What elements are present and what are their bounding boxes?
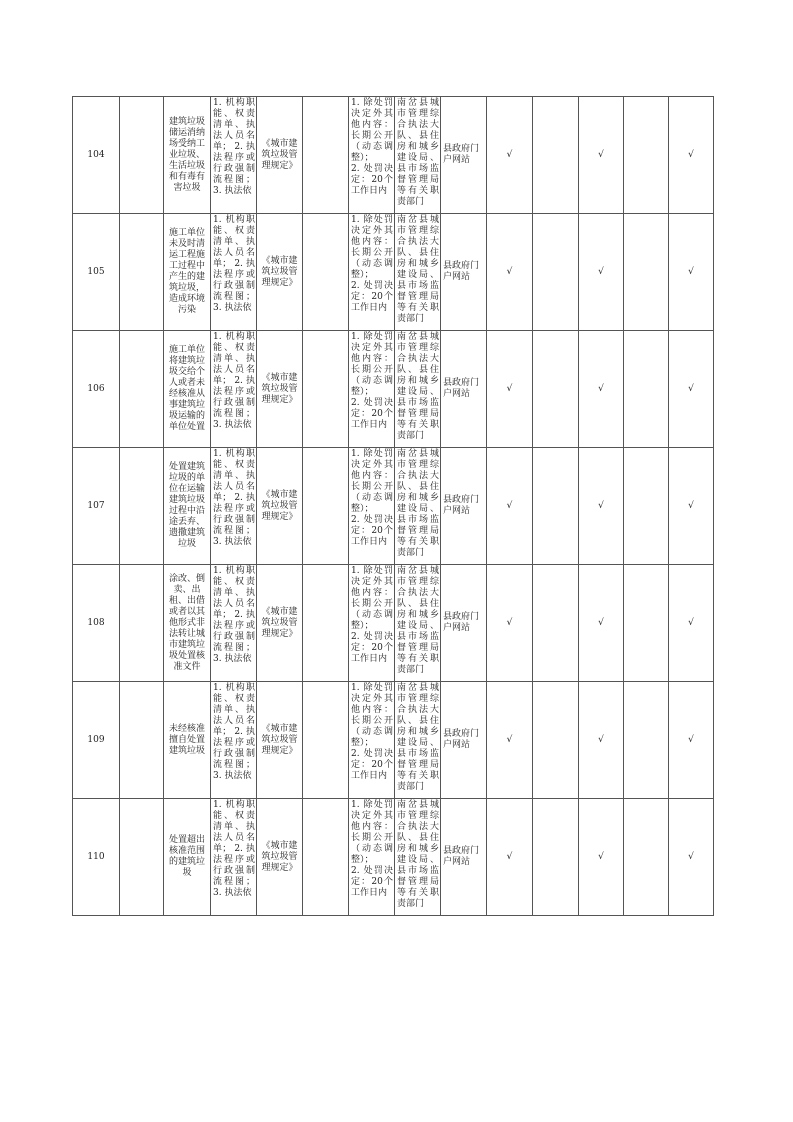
- check-cell: √: [579, 214, 624, 331]
- check-cell: √: [669, 214, 714, 331]
- disclosure-subject-cell: [395, 331, 441, 448]
- disclosure-subject-text: 南岔县城市管理综合执法大队、县住房和城乡建设局、县市场监督管理局等有关职责部门: [397, 215, 439, 324]
- check-cell: √: [487, 565, 533, 682]
- check-cell: √: [669, 565, 714, 682]
- check-cell: √: [487, 448, 533, 565]
- empty-cell: [120, 448, 164, 565]
- disclosure-table: [72, 96, 714, 916]
- empty-cell: [303, 682, 349, 799]
- disclosure-subject-text: 南岔县城市管理综合执法大队、县住房和城乡建设局、县市场监督管理局等有关职责部门: [397, 566, 439, 675]
- disclosure-timeline-cell: [349, 682, 395, 799]
- disclosure-content-cell: [211, 799, 257, 916]
- empty-cell: [120, 331, 164, 448]
- legal-basis-cell: 《城市建筑垃圾管理规定》: [257, 682, 303, 799]
- check-cell: √: [669, 331, 714, 448]
- table-row: [73, 682, 714, 799]
- disclosure-content-cell: [211, 682, 257, 799]
- check-cell: √: [579, 331, 624, 448]
- table-row: [73, 97, 714, 214]
- row-number-cell: 107: [73, 448, 120, 565]
- disclosure-subject-cell: [395, 565, 441, 682]
- check-cell: √: [579, 97, 624, 214]
- check-cell: √: [487, 97, 533, 214]
- check-cell: √: [669, 97, 714, 214]
- disclosure-subject-cell: [395, 97, 441, 214]
- disclosure-content-text: 1. 机构职能、权责清单、执法人员名单； 2. 执法程序或行政强制流程图； 3. 执法依: [213, 566, 258, 664]
- check-cell: √: [579, 448, 624, 565]
- empty-cell: [303, 448, 349, 565]
- empty-cell: [624, 565, 669, 682]
- empty-cell: [120, 799, 164, 916]
- item-name-cell: 未经核准擅自处置建筑垃圾: [164, 682, 211, 799]
- disclosure-timeline-text: 1. 除处罚决定外其他内容：长期公开（动态调整）； 2. 处罚决定：20个工作日内: [351, 449, 393, 547]
- check-cell: √: [669, 799, 714, 916]
- check-cell: √: [669, 448, 714, 565]
- row-number-cell: 109: [73, 682, 120, 799]
- disclosure-timeline-cell: [349, 799, 395, 916]
- empty-cell: [303, 565, 349, 682]
- disclosure-subject-cell: [395, 682, 441, 799]
- disclosure-channel-cell: 县政府门户网站: [441, 448, 487, 565]
- check-cell: √: [487, 799, 533, 916]
- empty-cell: [120, 214, 164, 331]
- disclosure-channel-cell: 县政府门户网站: [441, 331, 487, 448]
- empty-cell: [624, 97, 669, 214]
- disclosure-timeline-cell: [349, 97, 395, 214]
- item-name-cell: 涂改、倒卖、出租、出借或者以其他形式非法转让城市建筑垃圾处置核准文件: [164, 565, 211, 682]
- legal-basis-cell: 《城市建筑垃圾管理规定》: [257, 214, 303, 331]
- empty-cell: [533, 331, 579, 448]
- empty-cell: [303, 331, 349, 448]
- disclosure-channel-cell: 县政府门户网站: [441, 799, 487, 916]
- disclosure-timeline-text: 1. 除处罚决定外其他内容：长期公开（动态调整）； 2. 处罚决定：20个工作日内: [351, 98, 393, 196]
- check-cell: √: [579, 799, 624, 916]
- disclosure-subject-text: 南岔县城市管理综合执法大队、县住房和城乡建设局、县市场监督管理局等有关职责部门: [397, 800, 439, 909]
- disclosure-content-text: 1. 机构职能、权责清单、执法人员名单； 2. 执法程序或行政强制流程图； 3. 执法依: [213, 98, 258, 196]
- disclosure-content-cell: [211, 214, 257, 331]
- legal-basis-cell: 《城市建筑垃圾管理规定》: [257, 565, 303, 682]
- disclosure-timeline-text: 1. 除处罚决定外其他内容：长期公开（动态调整）； 2. 处罚决定：20个工作日内: [351, 332, 393, 430]
- check-cell: √: [669, 682, 714, 799]
- disclosure-timeline-text: 1. 除处罚决定外其他内容：长期公开（动态调整）； 2. 处罚决定：20个工作日内: [351, 683, 393, 781]
- disclosure-timeline-cell: [349, 214, 395, 331]
- disclosure-channel-cell: 县政府门户网站: [441, 682, 487, 799]
- empty-cell: [533, 565, 579, 682]
- item-name-cell: 处置建筑垃圾的单位在运输建筑垃圾过程中沿途丢弃、遗撒建筑垃圾: [164, 448, 211, 565]
- empty-cell: [624, 682, 669, 799]
- disclosure-timeline-text: 1. 除处罚决定外其他内容：长期公开（动态调整）； 2. 处罚决定：20个工作日内: [351, 800, 393, 898]
- empty-cell: [120, 97, 164, 214]
- table-row: [73, 799, 714, 916]
- disclosure-subject-cell: [395, 448, 441, 565]
- item-name-cell: 施工单位未及时清运工程施工过程中产生的建筑垃圾，造成环境污染: [164, 214, 211, 331]
- disclosure-content-text: 1. 机构职能、权责清单、执法人员名单； 2. 执法程序或行政强制流程图； 3. 执法依: [213, 332, 258, 430]
- item-name-cell: 处置超出核准范围的建筑垃圾: [164, 799, 211, 916]
- empty-cell: [624, 799, 669, 916]
- check-cell: √: [487, 682, 533, 799]
- disclosure-timeline-text: 1. 除处罚决定外其他内容：长期公开（动态调整）； 2. 处罚决定：20个工作日内: [351, 566, 393, 664]
- disclosure-channel-cell: 县政府门户网站: [441, 214, 487, 331]
- disclosure-subject-text: 南岔县城市管理综合执法大队、县住房和城乡建设局、县市场监督管理局等有关职责部门: [397, 683, 439, 792]
- row-number-cell: 106: [73, 331, 120, 448]
- legal-basis-cell: 《城市建筑垃圾管理规定》: [257, 97, 303, 214]
- disclosure-subject-text: 南岔县城市管理综合执法大队、县住房和城乡建设局、县市场监督管理局等有关职责部门: [397, 449, 439, 558]
- disclosure-timeline-text: 1. 除处罚决定外其他内容：长期公开（动态调整）； 2. 处罚决定：20个工作日内: [351, 215, 393, 313]
- disclosure-content-cell: [211, 331, 257, 448]
- disclosure-timeline-cell: [349, 565, 395, 682]
- row-number-cell: 110: [73, 799, 120, 916]
- empty-cell: [624, 331, 669, 448]
- empty-cell: [303, 97, 349, 214]
- empty-cell: [303, 799, 349, 916]
- empty-cell: [120, 682, 164, 799]
- disclosure-subject-text: 南岔县城市管理综合执法大队、县住房和城乡建设局、县市场监督管理局等有关职责部门: [397, 98, 439, 207]
- disclosure-timeline-cell: [349, 331, 395, 448]
- disclosure-content-cell: [211, 448, 257, 565]
- legal-basis-cell: 《城市建筑垃圾管理规定》: [257, 448, 303, 565]
- empty-cell: [533, 97, 579, 214]
- empty-cell: [303, 214, 349, 331]
- disclosure-content-text: 1. 机构职能、权责清单、执法人员名单； 2. 执法程序或行政强制流程图； 3. 执法依: [213, 800, 258, 898]
- check-cell: √: [579, 565, 624, 682]
- disclosure-subject-cell: [395, 799, 441, 916]
- disclosure-channel-cell: 县政府门户网站: [441, 565, 487, 682]
- empty-cell: [533, 448, 579, 565]
- table-body: [73, 97, 714, 916]
- empty-cell: [533, 682, 579, 799]
- row-number-cell: 104: [73, 97, 120, 214]
- table-row: [73, 214, 714, 331]
- item-name-cell: 建筑垃圾储运消纳场受纳工业垃圾、生活垃圾和有毒有害垃圾: [164, 97, 211, 214]
- row-number-cell: 108: [73, 565, 120, 682]
- empty-cell: [624, 448, 669, 565]
- check-cell: √: [487, 214, 533, 331]
- table-row: [73, 448, 714, 565]
- disclosure-content-text: 1. 机构职能、权责清单、执法人员名单； 2. 执法程序或行政强制流程图； 3. 执法依: [213, 215, 258, 313]
- empty-cell: [624, 214, 669, 331]
- disclosure-channel-cell: 县政府门户网站: [441, 97, 487, 214]
- disclosure-content-cell: [211, 97, 257, 214]
- disclosure-subject-text: 南岔县城市管理综合执法大队、县住房和城乡建设局、县市场监督管理局等有关职责部门: [397, 332, 439, 441]
- item-name-cell: 施工单位将建筑垃圾交给个人或者未经核准从事建筑垃圾运输的单位处置: [164, 331, 211, 448]
- check-cell: √: [487, 331, 533, 448]
- disclosure-content-text: 1. 机构职能、权责清单、执法人员名单； 2. 执法程序或行政强制流程图； 3. 执法依: [213, 683, 258, 781]
- row-number-cell: 105: [73, 214, 120, 331]
- legal-basis-cell: 《城市建筑垃圾管理规定》: [257, 331, 303, 448]
- disclosure-timeline-cell: [349, 448, 395, 565]
- disclosure-content-cell: [211, 565, 257, 682]
- empty-cell: [533, 799, 579, 916]
- table-row: [73, 331, 714, 448]
- disclosure-subject-cell: [395, 214, 441, 331]
- check-cell: √: [579, 682, 624, 799]
- empty-cell: [120, 565, 164, 682]
- empty-cell: [533, 214, 579, 331]
- legal-basis-cell: 《城市建筑垃圾管理规定》: [257, 799, 303, 916]
- table-row: [73, 565, 714, 682]
- disclosure-content-text: 1. 机构职能、权责清单、执法人员名单； 2. 执法程序或行政强制流程图； 3. 执法依: [213, 449, 258, 547]
